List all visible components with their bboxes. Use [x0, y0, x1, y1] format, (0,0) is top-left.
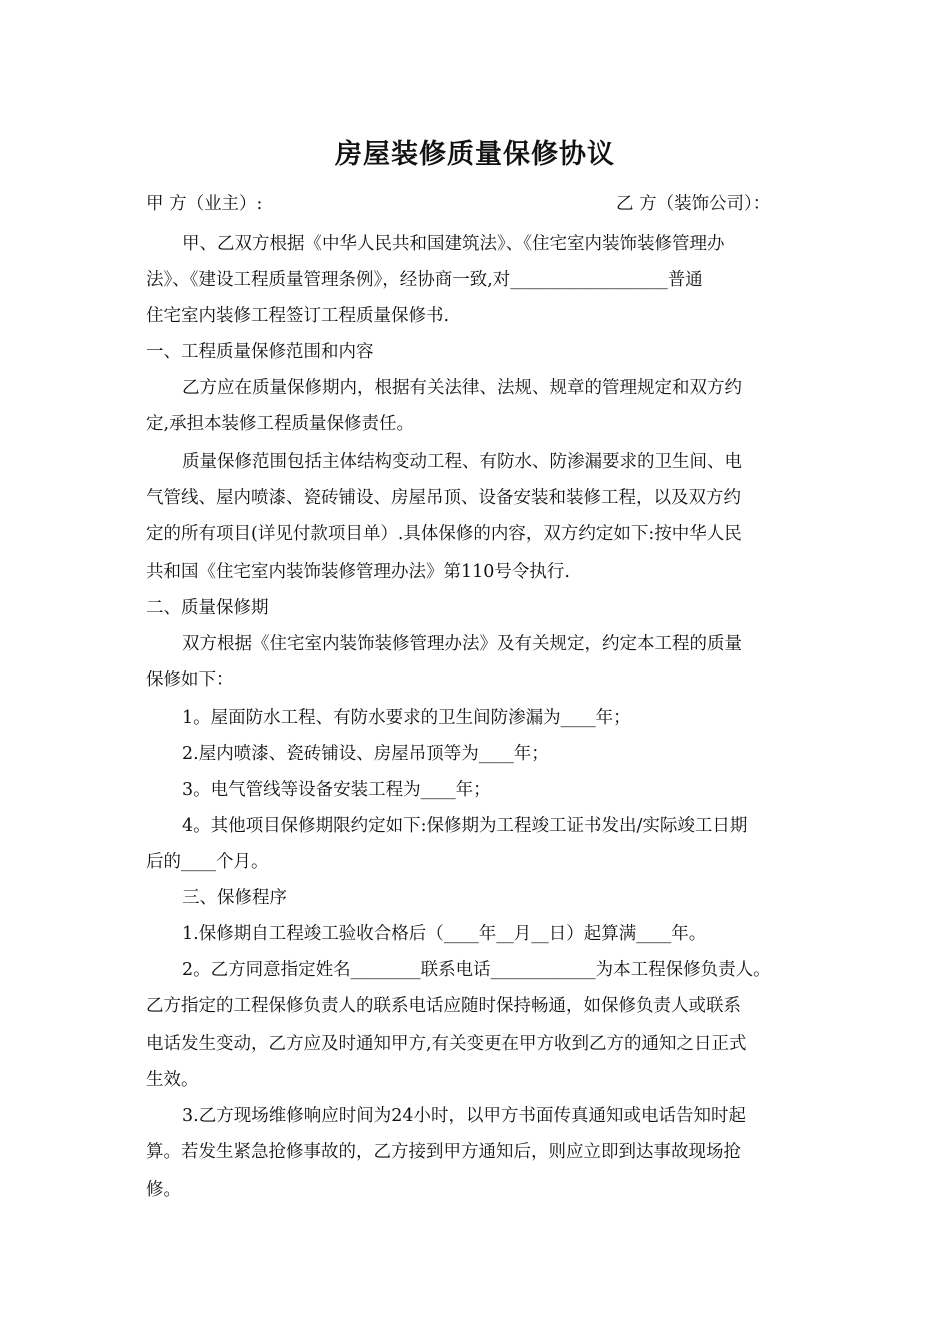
paragraph-line: 质量保修范围包括主体结构变动工程、有防水、防渗漏要求的卫生间、电 — [182, 452, 742, 472]
paragraph-line: 定,承担本装修工程质量保修责任。 — [146, 414, 415, 434]
paragraph-line: 后的____个月。 — [146, 852, 269, 872]
paragraph-line: 定的所有项目(详见付款项目单）.具体保修的内容，双方约定如下:按中华人民 — [146, 524, 742, 544]
list-item: 3。电气管线等设备安装工程为____年； — [182, 780, 491, 800]
paragraph-line: 共和国《住宅室内装饰装修管理办法》第110号令执行. — [146, 562, 570, 582]
section-heading: 一、工程质量保修范围和内容 — [146, 342, 374, 362]
list-item: 4。其他项目保修期限约定如下:保修期为工程竣工证书发出/实际竣工日期 — [182, 816, 748, 836]
party-a-label: 甲 方（业主）: — [146, 194, 263, 214]
list-item: 1.保修期自工程竣工验收合格后（____年__月__日）起算满____年。 — [182, 924, 707, 944]
document-title: 房屋装修质量保修协议 — [335, 139, 615, 170]
party-b-label: 乙 方（装饰公司）： — [616, 194, 771, 214]
paragraph-line: 保修如下： — [146, 670, 234, 690]
paragraph-line: 乙方应在质量保修期内，根据有关法律、法规、规章的管理规定和双方约 — [182, 378, 742, 398]
paragraph-line: 法》、《建设工程质量管理条例》，经协商一致,对__________________普通 — [146, 270, 703, 290]
list-item: 3.乙方现场维修响应时间为24小时，以甲方书面传真通知或电话告知时起 — [182, 1106, 746, 1126]
section-heading: 二、质量保修期 — [146, 598, 269, 618]
section-heading: 三、保修程序 — [182, 888, 287, 908]
list-item: 2。乙方同意指定姓名________联系电话____________为本工程保修负责人。 — [182, 960, 771, 980]
paragraph-line: 双方根据《住宅室内装饰装修管理办法》及有关规定，约定本工程的质量 — [182, 634, 742, 654]
paragraph-line: 住宅室内装修工程签订工程质量保修书. — [146, 306, 450, 326]
paragraph-line: 乙方指定的工程保修负责人的联系电话应随时保持畅通，如保修负责人或联系 — [146, 996, 741, 1016]
paragraph-line: 生效。 — [146, 1070, 199, 1090]
paragraph-line: 甲、乙双方根据《中华人民共和国建筑法》、《住宅室内装饰装修管理办 — [182, 234, 725, 254]
paragraph-line: 气管线、屋内喷漆、瓷砖铺设、房屋吊顶、设备安装和装修工程，以及双方约 — [146, 488, 741, 508]
list-item: 1。屋面防水工程、有防水要求的卫生间防渗漏为____年； — [182, 708, 631, 728]
paragraph-line: 算。若发生紧急抢修事故的，乙方接到甲方通知后，则应立即到达事故现场抢 — [146, 1142, 741, 1162]
parties-row — [146, 192, 826, 216]
list-item: 2.屋内喷漆、瓷砖铺设、房屋吊顶等为____年； — [182, 744, 549, 764]
paragraph-line: 修。 — [146, 1180, 181, 1200]
paragraph-line: 电话发生变动，乙方应及时通知甲方,有关变更在甲方收到乙方的通知之日正式 — [146, 1034, 747, 1054]
